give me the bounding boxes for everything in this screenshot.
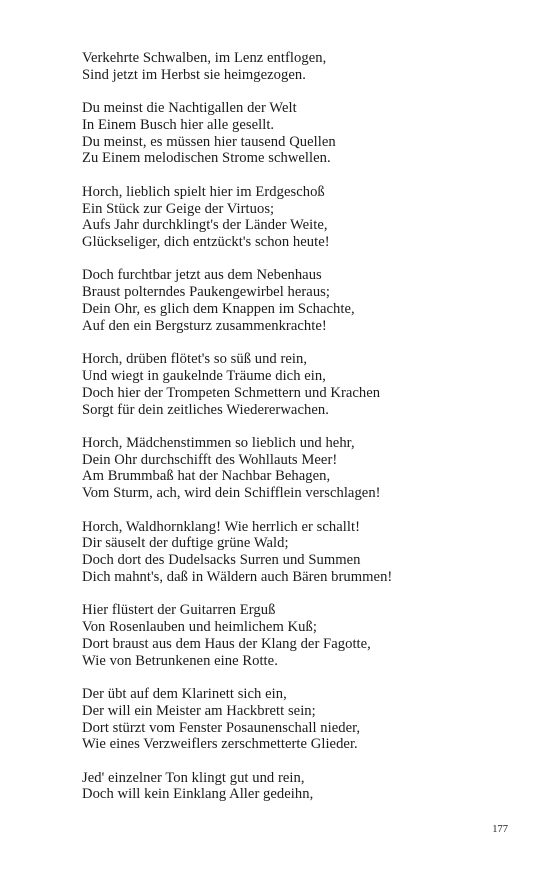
verse-line: Du meinst, es müssen hier tausend Quellen [82, 133, 336, 150]
stanza [82, 686, 522, 753]
verse-line: Dein Ohr, es glich dem Knappen im Schachte, [82, 301, 355, 318]
verse-line: Horch, Waldhornklang! Wie herrlich er schallt! [82, 518, 360, 535]
stanza [82, 519, 522, 586]
verse-line: Sind jetzt im Herbst sie heimgezogen. [82, 66, 306, 83]
verse-line: Am Brummbaß hat der Nachbar Behagen, [82, 468, 331, 485]
verse-line: Dort braust aus dem Haus der Klang der Fagotte, [82, 635, 371, 652]
stanza [82, 50, 522, 84]
verse-line: Hier flüstert der Guitarren Erguß [82, 602, 276, 619]
verse-line: Dich mahnt's, daß in Wäldern auch Bären brummen! [82, 568, 393, 585]
verse-line: Von Rosenlauben und heimlichem Kuß; [82, 619, 317, 636]
verse-line: Verkehrte Schwalben, im Lenz entflogen, [82, 50, 327, 66]
verse-line: Sorgt für dein zeitliches Wiedererwachen. [82, 401, 329, 418]
verse-line: Aufs Jahr durchklingt's der Länder Weite, [82, 217, 328, 234]
verse-line: Horch, Mädchenstimmen so lieblich und hehr, [82, 434, 355, 451]
verse-line: Dort stürzt vom Fenster Posaunenschall nieder, [82, 719, 361, 736]
verse-line: Wie von Betrunkenen eine Rotte. [82, 652, 278, 669]
verse-line: Horch, drüben flötet's so süß und rein, [82, 351, 308, 368]
stanza [82, 602, 522, 669]
verse-line: Der will ein Meister am Hackbrett sein; [82, 702, 316, 719]
verse-line: Auf den ein Bergsturz zusammenkrachte! [82, 317, 327, 334]
stanza [82, 770, 522, 804]
stanza [82, 435, 522, 502]
verse-line: Doch dort des Dudelsacks Surren und Summen [82, 552, 361, 569]
verse-line: Zu Einem melodischen Strome schwellen. [82, 150, 331, 167]
verse-line: Dein Ohr durchschifft des Wohllauts Meer! [82, 451, 338, 468]
verse-line: Doch will kein Einklang Aller gedeihn, [82, 786, 314, 803]
verse-line: Glückseliger, dich entzückt's schon heute! [82, 234, 330, 251]
verse-line: Der übt auf dem Klarinett sich ein, [82, 685, 287, 702]
poem-body [82, 50, 522, 820]
verse-line: Doch hier der Trompeten Schmettern und Krachen [82, 384, 381, 401]
page-number: 177 [492, 824, 508, 835]
verse-line: In Einem Busch hier alle gesellt. [82, 116, 275, 133]
verse-line: Wie eines Verzweiflers zerschmetterte Glieder. [82, 736, 358, 753]
verse-line: Dir säuselt der duftige grüne Wald; [82, 535, 289, 552]
verse-line: Jed' einzelner Ton klingt gut und rein, [82, 769, 305, 786]
verse-line: Du meinst die Nachtigallen der Welt [82, 100, 297, 117]
verse-line: Doch furchtbar jetzt aus dem Nebenhaus [82, 267, 322, 284]
verse-line: Braust polterndes Paukengewirbel heraus; [82, 284, 330, 301]
verse-line: Und wiegt in gaukelnde Träume dich ein, [82, 367, 326, 384]
verse-line: Horch, lieblich spielt hier im Erdgeschoß [82, 183, 325, 200]
stanza [82, 184, 522, 251]
stanza [82, 100, 522, 167]
stanza [82, 351, 522, 418]
stanza [82, 267, 522, 334]
verse-line: Ein Stück zur Geige der Virtuos; [82, 200, 275, 217]
verse-line: Vom Sturm, ach, wird dein Schifflein verschlagen! [82, 485, 381, 502]
